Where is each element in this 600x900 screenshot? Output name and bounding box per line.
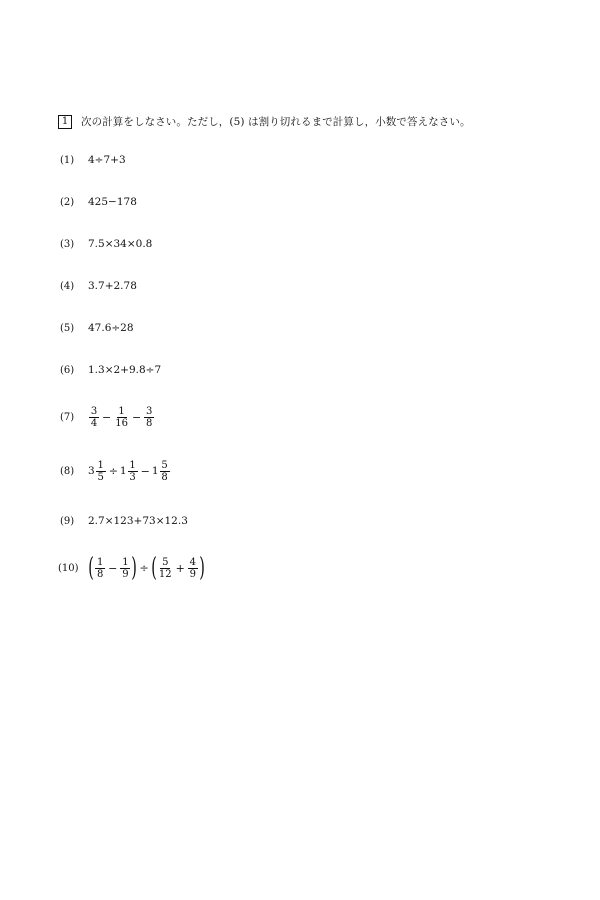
numerator: 1 bbox=[118, 405, 125, 417]
fraction bbox=[158, 557, 173, 580]
operator: − bbox=[131, 410, 142, 424]
question-number-box: 1 bbox=[58, 115, 72, 129]
fraction bbox=[96, 460, 106, 483]
denominator: 12 bbox=[158, 568, 172, 580]
problem-8 bbox=[60, 456, 171, 486]
numerator: 1 bbox=[122, 556, 129, 568]
fraction bbox=[95, 557, 105, 580]
numerator: 1 bbox=[129, 459, 136, 471]
whole-number: 1 bbox=[119, 465, 127, 477]
problem-label: (1) bbox=[60, 154, 75, 166]
denominator: 8 bbox=[96, 568, 104, 580]
denominator: 9 bbox=[122, 568, 129, 580]
problem-label: (7) bbox=[60, 411, 75, 423]
problem-expression bbox=[88, 555, 205, 581]
problem-label: (6) bbox=[60, 364, 75, 376]
numerator: 5 bbox=[161, 459, 168, 471]
problem-expression bbox=[88, 406, 155, 429]
numerator: 4 bbox=[189, 556, 197, 568]
problem-4 bbox=[60, 271, 137, 301]
denominator: 8 bbox=[145, 417, 153, 429]
problem-label: (8) bbox=[60, 465, 75, 477]
denominator: 16 bbox=[115, 417, 128, 429]
whole-number: 3 bbox=[88, 465, 95, 477]
fraction bbox=[144, 406, 154, 429]
problem-expression: 4÷7+3 bbox=[88, 154, 126, 166]
question-header bbox=[58, 114, 471, 129]
fraction bbox=[114, 406, 129, 429]
fraction bbox=[120, 557, 130, 580]
operator: ÷ bbox=[108, 464, 118, 478]
numerator: 5 bbox=[162, 556, 169, 568]
problem-expression bbox=[88, 460, 171, 483]
problem-label: (5) bbox=[60, 322, 75, 334]
fraction bbox=[160, 460, 170, 483]
operator: ÷ bbox=[139, 561, 149, 575]
denominator: 3 bbox=[129, 471, 136, 483]
problem-expression: 2.7×123+73×12.3 bbox=[88, 515, 188, 527]
fraction bbox=[128, 460, 138, 483]
right-paren: ) bbox=[199, 553, 205, 583]
numerator: 3 bbox=[90, 405, 98, 417]
problem-6 bbox=[60, 355, 161, 385]
numerator: 3 bbox=[145, 405, 153, 417]
problem-expression: 47.6÷28 bbox=[88, 322, 134, 334]
fraction bbox=[89, 406, 99, 429]
denominator: 4 bbox=[90, 417, 98, 429]
problem-label: (3) bbox=[60, 238, 75, 250]
operator: − bbox=[140, 464, 150, 478]
problem-expression: 7.5×34×0.8 bbox=[88, 238, 153, 250]
problem-label: (10) bbox=[58, 562, 79, 574]
problem-label: (4) bbox=[60, 280, 75, 292]
problem-expression: 1.3×2+9.8÷7 bbox=[88, 364, 162, 376]
problem-2 bbox=[60, 187, 137, 217]
operator: − bbox=[108, 561, 118, 575]
problem-3 bbox=[60, 229, 152, 259]
problem-label: (2) bbox=[60, 196, 75, 208]
problem-label: (9) bbox=[60, 515, 75, 527]
right-paren: ) bbox=[131, 553, 138, 583]
problem-expression: 425−178 bbox=[88, 196, 137, 208]
denominator: 5 bbox=[97, 471, 104, 483]
problem-9 bbox=[60, 506, 188, 536]
denominator: 9 bbox=[189, 568, 197, 580]
problem-5 bbox=[60, 313, 134, 343]
denominator: 8 bbox=[161, 471, 168, 483]
numerator: 1 bbox=[97, 459, 104, 471]
problem-7 bbox=[60, 402, 155, 432]
left-paren: ( bbox=[151, 553, 157, 583]
whole-number: 1 bbox=[151, 465, 159, 477]
fraction bbox=[188, 557, 198, 580]
problem-1 bbox=[60, 145, 126, 175]
operator: + bbox=[175, 561, 185, 575]
left-paren: ( bbox=[88, 553, 94, 583]
numerator: 1 bbox=[96, 556, 104, 568]
operator: − bbox=[102, 410, 112, 424]
problem-10 bbox=[60, 553, 205, 583]
question-instruction: 次の計算をしなさい。ただし，(5) は割り切れるまで計算し，小数で答えなさい。 bbox=[81, 116, 471, 128]
problem-expression: 3.7+2.78 bbox=[88, 280, 137, 292]
